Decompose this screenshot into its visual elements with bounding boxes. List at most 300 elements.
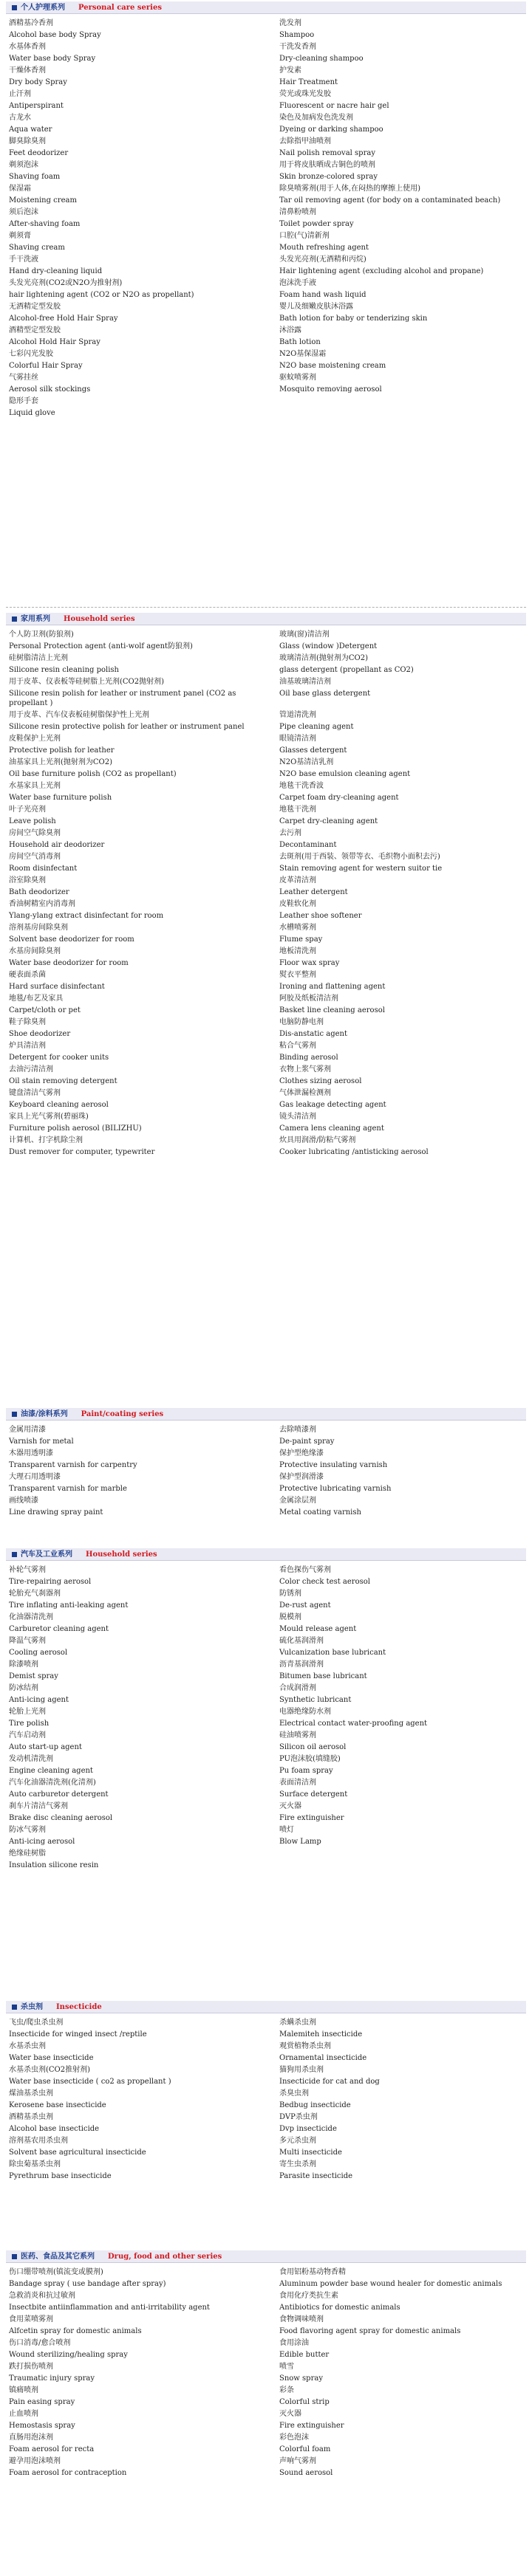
item-right: N2O基清洁乳剂	[279, 758, 334, 766]
item-left: 计算机、打字机除尘剂	[9, 1136, 83, 1144]
item-left: Anti-icing aerosol	[9, 1838, 75, 1846]
item-right: Stain removing agent for western suitor tie	[279, 865, 443, 873]
item-right: Hair Treatment	[279, 78, 338, 86]
item-left: 直肠用泡沫剂	[9, 2434, 53, 2442]
item-right: Toilet powder spray	[279, 220, 354, 228]
item-right: 喷雪	[279, 2363, 294, 2371]
item-left: Demist spray	[9, 1672, 58, 1680]
item-right: Aluminum powder base wound healer for domestic animals	[279, 2280, 502, 2288]
square-bullet-icon	[12, 616, 17, 622]
section-auto-industry	[6, 1548, 526, 1870]
item-left: Detergent for cooker units	[9, 1054, 109, 1062]
section-title-zh: 汽车及工业系列	[21, 1550, 72, 1559]
item-right: 杀臭虫剂	[279, 2089, 309, 2098]
item-left: 避孕用泡沫喷剂	[9, 2457, 61, 2465]
item-left: Water base insecticide	[9, 2054, 94, 2062]
item-right: 去斑剂(用于西装、领带等衣、毛织物小面积去污)	[279, 853, 440, 861]
item-left: 浴室除臭剂	[9, 876, 46, 885]
item-left: 溶剂基农用杀虫剂	[9, 2137, 68, 2145]
item-right: Pu foam spray	[279, 1767, 333, 1775]
item-right: Ornamental insecticide	[279, 2054, 367, 2062]
item-left: Silicone resin protective polish for leather or instrument panel	[9, 723, 245, 731]
section-title-en: Insecticide	[56, 2002, 102, 2011]
item-right: Electrical contact water-proofing agent	[279, 1720, 428, 1728]
item-right: Skin bronze-colored spray	[279, 173, 378, 181]
item-left: Colorful Hair Spray	[9, 362, 83, 370]
item-left: Carburetor cleaning agent	[9, 1625, 109, 1633]
item-left: Kerosene base insecticide	[9, 2101, 106, 2109]
item-right: 驱蚊喷雾剂	[279, 374, 316, 382]
section-header	[6, 2250, 526, 2263]
item-right: 彩条	[279, 2386, 294, 2394]
item-right: Cooker lubricating /antisticking aerosol	[279, 1148, 429, 1156]
item-right: Glasses detergent	[279, 746, 347, 755]
item-left: Alcohol base insecticide	[9, 2125, 100, 2133]
item-right: 玻璃清洁剂(抛射剂为CO2)	[279, 654, 369, 662]
item-right: Clothes sizing aerosol	[279, 1077, 362, 1085]
item-right: Pipe cleaning agent	[279, 723, 354, 731]
item-left: 剃须膏	[9, 232, 31, 240]
item-right: 玻璃(窗)清洁剂	[279, 631, 330, 639]
item-left: Solvent base deodorizer for room	[9, 935, 134, 944]
item-left: 止血喷剂	[9, 2410, 38, 2418]
item-left: 干燥体香剂	[9, 66, 46, 75]
item-left: 水基房间除臭剂	[9, 947, 61, 955]
item-right: 地毯干洗剂	[279, 806, 316, 814]
square-bullet-icon	[12, 5, 17, 10]
square-bullet-icon	[12, 2254, 17, 2259]
item-right: Dvp insecticide	[279, 2125, 337, 2133]
item-right: Bath lotion for baby or tenderizing skin	[279, 315, 428, 323]
item-right: Gas leakage detecting agent	[279, 1101, 386, 1109]
item-left: 伤口绷带喷剂(镇流变或膜剂)	[9, 2268, 103, 2276]
item-left: Traumatic injury spray	[9, 2374, 95, 2383]
item-right: Snow spray	[279, 2374, 323, 2383]
item-left: Feet deodorizer	[9, 149, 69, 157]
item-left: Transparent varnish for carpentry	[9, 1461, 137, 1469]
item-left: 用于皮革、仪表板等硅树脂上光剂(CO2抛射剂)	[9, 678, 165, 686]
item-left: Shaving cream	[9, 244, 65, 252]
item-left: 无酒精定型发胶	[9, 303, 61, 311]
item-left: Hand dry-cleaning liquid	[9, 267, 103, 275]
item-left: Water base furniture polish	[9, 794, 112, 802]
item-left: Foam aerosol for contraception	[9, 2469, 127, 2477]
item-right: 除臭喷雾剂(用于人体,在闷热的摩擦上使用)	[279, 185, 420, 193]
item-right: 硫化基润滑剂	[279, 1637, 324, 1645]
item-left: Oil stain removing detergent	[9, 1077, 117, 1085]
item-right: Synthetic lubricant	[279, 1696, 352, 1704]
item-right: 熨衣平整剂	[279, 971, 316, 979]
item-left: Aqua water	[9, 126, 52, 134]
section-paint-coating	[6, 1408, 526, 1517]
item-left: 水基家具上光剂	[9, 782, 61, 790]
item-left: Antiperspirant	[9, 102, 64, 110]
item-left: Alfcetin spray for domestic animals	[9, 2327, 142, 2335]
item-right: 炊具用润滑/防粘气雾剂	[279, 1136, 356, 1144]
item-left: Insecticide for winged insect /reptile	[9, 2030, 147, 2039]
item-left: 伤口消毒/愈合喷剂	[9, 2339, 71, 2347]
item-left: 古龙水	[9, 114, 31, 122]
item-right: glass detergent (propellant as CO2)	[279, 666, 414, 674]
item-right: 干洗发香剂	[279, 43, 316, 51]
item-right: De-paint spray	[279, 1438, 335, 1446]
item-right: 镜头清洁剂	[279, 1113, 316, 1121]
item-right: 婴儿及细嫩皮肤沐浴露	[279, 303, 353, 311]
item-right: Antibiotics for domestic animals	[279, 2304, 400, 2312]
item-left: 溶剂基房间除臭剂	[9, 924, 68, 932]
item-left: 七彩闪光发胶	[9, 350, 53, 358]
item-left: Dry body Spray	[9, 78, 67, 86]
item-list	[6, 1425, 526, 1517]
item-left: 硅树脂清洁上光剂	[9, 654, 68, 662]
item-left: 保湿霜	[9, 185, 31, 193]
item-right: Bath lotion	[279, 338, 321, 346]
item-right: Nail polish removal spray	[279, 149, 375, 157]
square-bullet-icon	[12, 2005, 17, 2010]
item-right: 表面清洁剂	[279, 1779, 316, 1787]
item-left: Insulation silicone resin	[9, 1861, 99, 1869]
item-right: Flume spay	[279, 935, 323, 944]
item-left: 家具上光气雾剂(碧丽珠)	[9, 1113, 89, 1121]
section-header	[6, 2001, 526, 2013]
item-right: Binding aerosol	[279, 1054, 338, 1062]
item-right: Dry-cleaning shampoo	[279, 55, 364, 63]
item-right: Carpet dry-cleaning agent	[279, 817, 378, 825]
section-title-zh: 医药、食品及其它系列	[21, 2252, 95, 2261]
item-right: Foam hand wash liquid	[279, 291, 366, 299]
divider	[6, 607, 526, 608]
item-left: 剃须泡沫	[9, 161, 38, 169]
item-left: 防冰结剂	[9, 1684, 38, 1692]
item-right: 看色探伤气雾剂	[279, 1566, 331, 1574]
item-left: 水基杀虫剂	[9, 2042, 46, 2050]
section-drug-food-other	[6, 2250, 526, 2478]
section-header	[6, 1408, 526, 1421]
item-right: Silicon oil aerosol	[279, 1743, 347, 1751]
item-left: Carpet/cloth or pet	[9, 1006, 81, 1014]
section-header	[6, 613, 526, 625]
item-right: 用于将皮肤晒成古铜色的喷剂	[279, 161, 375, 169]
item-left: 轮胎充气刹器剂	[9, 1590, 61, 1598]
section-header	[6, 1548, 526, 1561]
section-title-en: Personal care series	[78, 3, 162, 12]
item-right: 声响气雾剂	[279, 2457, 316, 2465]
item-right: 染色及加病发色洗发剂	[279, 114, 353, 122]
item-right: N2O基保湿霜	[279, 350, 327, 358]
item-left: 个人防卫剂(防狼剂)	[9, 631, 74, 639]
item-right: 寄生虫杀剂	[279, 2160, 316, 2168]
item-left: Bath deodorizer	[9, 888, 69, 896]
section-title-en: Paint/coating series	[81, 1409, 164, 1418]
item-right: 水槽喷雾剂	[279, 924, 316, 932]
item-right: 食用铝粉基动物香精	[279, 2268, 346, 2276]
item-right: PU泡沫胶(填缝胶)	[279, 1755, 341, 1763]
item-right: Colorful strip	[279, 2398, 330, 2406]
item-left: 金属用清漆	[9, 1426, 46, 1434]
item-right: 阿胶及纸板清洁剂	[279, 995, 338, 1003]
item-left: 叶子光亮剂	[9, 806, 46, 814]
item-right: 电脑防静电剂	[279, 1018, 324, 1026]
item-right: 沐浴露	[279, 326, 301, 334]
section-title-zh: 家用系列	[21, 614, 50, 623]
item-left: Foam aerosol for recta	[9, 2445, 95, 2453]
item-left: 水基杀虫剂(CO2推射剂)	[9, 2066, 91, 2074]
item-left: 化油器清洗剂	[9, 1613, 53, 1621]
item-left: Line drawing spray paint	[9, 1508, 103, 1517]
item-left: Water base insecticide ( co2 as propellant )	[9, 2078, 171, 2086]
item-left: Silicone resin cleaning polish	[9, 666, 119, 674]
section-insecticide	[6, 2001, 526, 2181]
item-right: 气体泄漏检测剂	[279, 1089, 331, 1097]
item-right: 皮鞋软化剂	[279, 900, 316, 908]
section-title-zh: 油漆/涂料系列	[21, 1409, 68, 1418]
item-left: 硬表面杀菌	[9, 971, 46, 979]
item-left: Brake disc cleaning aerosol	[9, 1814, 113, 1822]
item-right: 衣物上浆气雾剂	[279, 1065, 331, 1074]
item-right: 管道清洗剂	[279, 711, 316, 719]
item-left: Leave polish	[9, 817, 56, 825]
section-title-en: Household series	[64, 614, 135, 623]
item-right: 喷灯	[279, 1826, 294, 1834]
item-right: Camera lens cleaning agent	[279, 1124, 384, 1133]
item-right: Color check test aerosol	[279, 1578, 370, 1586]
item-right: 多元杀虫剂	[279, 2137, 316, 2145]
section-title-en: Drug, food and other series	[108, 2252, 222, 2261]
item-right: 头发光亮剂(无酒精和丙烷)	[279, 255, 366, 264]
item-right: Parasite insecticide	[279, 2172, 353, 2180]
item-right: Fluorescent or nacre hair gel	[279, 102, 389, 110]
item-left: 汽车启动剂	[9, 1731, 46, 1739]
item-right: 脱模剂	[279, 1613, 301, 1621]
item-left: 煤油基杀虫剂	[9, 2089, 53, 2098]
item-right: Fire extinguisher	[279, 2422, 344, 2430]
section-household	[6, 613, 526, 1157]
item-right: 去污剂	[279, 829, 301, 837]
item-left: Liquid glove	[9, 409, 55, 417]
item-right: 地毯干洗香波	[279, 782, 324, 790]
item-left: 食用菜喷雾剂	[9, 2315, 53, 2323]
item-right: Fire extinguisher	[279, 1814, 344, 1822]
item-left: Tire polish	[9, 1720, 50, 1728]
item-right: 彩色泡沫	[279, 2434, 309, 2442]
item-left: 房间空气除臭剂	[9, 829, 61, 837]
item-right: Leather detergent	[279, 888, 348, 896]
item-left: Auto carburetor detergent	[9, 1790, 109, 1799]
item-left: Ylang-ylang extract disinfectant for room	[9, 912, 164, 920]
item-left: 须后泡沫	[9, 208, 38, 216]
section-title-zh: 杀虫剂	[21, 2002, 43, 2011]
item-right: 皮革清洁剂	[279, 876, 316, 885]
item-right: Mouth refreshing agent	[279, 244, 369, 252]
item-left: 气雾挂丝	[9, 374, 38, 382]
item-left: Transparent varnish for marble	[9, 1485, 127, 1493]
item-right: Dis-anstatic agent	[279, 1030, 347, 1038]
item-left: 炉具清洁剂	[9, 1042, 46, 1050]
item-list	[6, 18, 526, 418]
item-right: 杀螨杀虫剂	[279, 2019, 316, 2027]
item-right: Floor wax spray	[279, 959, 340, 967]
item-right: Dyeing or darking shampoo	[279, 126, 383, 134]
item-right: 电器绝缘防水剂	[279, 1708, 331, 1716]
item-right	[276, 408, 526, 418]
item-right: N2O base emulsion cleaning agent	[279, 770, 411, 778]
item-left: Alcohol-free Hold Hair Spray	[9, 315, 118, 323]
item-right: Colorful foam	[279, 2445, 331, 2453]
item-left: Bandage spray ( use bandage after spray)	[9, 2280, 166, 2288]
item-right: N2O base moistening cream	[279, 362, 386, 370]
item-right: Vulcanization base lubricant	[279, 1649, 386, 1657]
item-left: Protective polish for leather	[9, 746, 115, 755]
item-left: Pyrethrum base insecticide	[9, 2172, 112, 2180]
item-right: 防锈剂	[279, 1590, 301, 1598]
item-left: Hard surface disinfectant	[9, 983, 105, 991]
item-left: 急救消炎和抗过敏剂	[9, 2292, 75, 2300]
item-left: 隐形手套	[9, 397, 38, 405]
item-right: Basket line cleaning aerosol	[279, 1006, 385, 1014]
item-left: 油基家具上光剂(抛射剂为CO2)	[9, 758, 113, 766]
item-left: 酒精型定型发胶	[9, 326, 61, 334]
item-right: Oil base glass detergent	[279, 690, 371, 698]
item-left: 大理石用透明漆	[9, 1473, 61, 1481]
item-left: 降温气雾剂	[9, 1637, 46, 1645]
item-right: Protective lubricating varnish	[279, 1485, 392, 1493]
item-right: 沥青基润滑剂	[279, 1660, 324, 1669]
item-right: 荧光或珠光发胶	[279, 90, 331, 98]
item-right: Shampoo	[279, 31, 315, 39]
item-left: Aerosol silk stockings	[9, 385, 91, 394]
item-left: 香油树精室内消毒剂	[9, 900, 75, 908]
item-left: Furniture polish aerosol (BILIZHU)	[9, 1124, 142, 1133]
item-right: Insecticide for cat and dog	[279, 2078, 380, 2086]
item-list	[6, 630, 526, 1157]
item-left: Water base body Spray	[9, 55, 96, 63]
item-right: Decontaminant	[279, 841, 337, 849]
item-left: 除漆喷剂	[9, 1660, 38, 1669]
item-right: Bedbug insecticide	[279, 2101, 351, 2109]
item-right: Mosquito removing aerosol	[279, 385, 382, 394]
item-right: Mould release agent	[279, 1625, 357, 1633]
item-left: 手干洗液	[9, 255, 38, 264]
item-right: 口腔(气)清新剂	[279, 232, 330, 240]
item-right: Leather shoe softener	[279, 912, 362, 920]
item-left: Shoe deodorizer	[9, 1030, 71, 1038]
item-right: Food flavoring agent spray for domestic animals	[279, 2327, 461, 2335]
item-left: 鞋子除臭剂	[9, 1018, 46, 1026]
item-left: Silicone resin polish for leather or instrument panel (CO2 as propellant )	[9, 690, 236, 707]
item-right: De-rust agent	[279, 1601, 331, 1610]
item-left: Auto start-up agent	[9, 1743, 82, 1751]
item-right: 眼镜清洁剂	[279, 735, 316, 743]
item-right: Edible butter	[279, 2351, 330, 2359]
item-left: 用于皮革、汽车仪表板硅树脂保护性上光剂	[9, 711, 149, 719]
item-right: 护发素	[279, 66, 301, 75]
item-left: Alcohol Hold Hair Spray	[9, 338, 100, 346]
item-left: 轮胎上光剂	[9, 1708, 46, 1716]
item-left: Solvent base agricultural insecticide	[9, 2149, 146, 2157]
item-left: 酒精基冷香剂	[9, 19, 53, 27]
item-left: 酒精基杀虫剂	[9, 2113, 53, 2121]
item-left: Varnish for metal	[9, 1438, 74, 1446]
item-right: 保护型润滑漆	[279, 1473, 324, 1481]
item-left: Moistening cream	[9, 196, 77, 205]
item-left: 发动机清洗剂	[9, 1755, 53, 1763]
item-right	[276, 1861, 526, 1870]
item-left: 镇痛喷剂	[9, 2386, 38, 2394]
item-left: 绝缘硅树脂	[9, 1849, 46, 1858]
item-right: 灭火器	[279, 2410, 301, 2418]
item-left: Wound sterilizing/healing spray	[9, 2351, 128, 2359]
item-left: Personal Protection agent (anti-wolf agent防狼剂)	[9, 642, 193, 650]
item-left: 皮鞋保护上光剂	[9, 735, 61, 743]
item-right: Hair lightening agent (excluding alcohol and propane)	[279, 267, 484, 275]
item-right: 灭火器	[279, 1802, 301, 1810]
item-left: Tire inflating anti-leaking agent	[9, 1601, 129, 1610]
section-title-zh: 个人护理系列	[21, 3, 65, 12]
item-right: Carpet foam dry-cleaning agent	[279, 794, 399, 802]
item-right: Sound aerosol	[279, 2469, 333, 2477]
section-header	[6, 1, 526, 14]
item-left: Anti-icing agent	[9, 1696, 69, 1704]
item-right: 保护型绝缘漆	[279, 1449, 324, 1457]
item-right: 食用化疗类抗生素	[279, 2292, 338, 2300]
item-left: 键盘清洁气雾剂	[9, 1089, 61, 1097]
item-right: 食物调味喷剂	[279, 2315, 324, 2323]
item-left: 刹车片清洁气雾剂	[9, 1802, 68, 1810]
item-list	[6, 1565, 526, 1870]
item-right: 硅油喷雾剂	[279, 1731, 316, 1739]
item-right: Surface detergent	[279, 1790, 348, 1799]
item-left: Keyboard cleaning aerosol	[9, 1101, 109, 1109]
item-right: 油基玻璃清洁剂	[279, 678, 331, 686]
item-right: Bitumen base lubricant	[279, 1672, 367, 1680]
item-left: 除虫菊基杀虫剂	[9, 2160, 61, 2168]
item-left: 头发光亮剂(CO2或N2O为推射剂)	[9, 279, 123, 287]
item-right: 粘合气雾剂	[279, 1042, 316, 1050]
item-left: After-shaving foam	[9, 220, 81, 228]
item-left: Tire-repairing aerosol	[9, 1578, 92, 1586]
item-left: Hemostasis spray	[9, 2422, 75, 2430]
item-right: Blow Lamp	[279, 1838, 321, 1846]
item-right: 洗发剂	[279, 19, 301, 27]
section-title-en: Household series	[86, 1550, 157, 1559]
item-left: 防冰气雾剂	[9, 1826, 46, 1834]
item-left: Oil base furniture polish (CO2 as propellant)	[9, 770, 177, 778]
item-right: Protective insulating varnish	[279, 1461, 388, 1469]
item-left: 水基体香剂	[9, 43, 46, 51]
item-left: Room disinfectant	[9, 865, 78, 873]
item-left: 跌打损伤喷剂	[9, 2363, 53, 2371]
item-left: Shaving foam	[9, 173, 61, 181]
square-bullet-icon	[12, 1552, 17, 1557]
item-right: 观赏植物杀虫剂	[279, 2042, 331, 2050]
square-bullet-icon	[12, 1412, 17, 1417]
item-right: 去除指甲油喷剂	[279, 137, 331, 145]
item-right	[276, 396, 526, 406]
item-right: Malemiteh insecticide	[279, 2030, 363, 2039]
item-left: 画线喷漆	[9, 1497, 38, 1505]
item-left: 止汗剂	[9, 90, 31, 98]
item-right: Ironing and flattening agent	[279, 983, 386, 991]
item-right: Metal coating varnish	[279, 1508, 361, 1517]
item-left: Water base deodorizer for room	[9, 959, 129, 967]
item-left: 去油污清洁剂	[9, 1065, 53, 1074]
item-right	[276, 1849, 526, 1858]
item-left: 补轮气雾剂	[9, 1566, 46, 1574]
item-right: 去除喷漆剂	[279, 1426, 316, 1434]
item-list	[6, 2018, 526, 2181]
item-left: 脚臭除臭剂	[9, 137, 46, 145]
item-left: 飞虫/爬虫杀虫剂	[9, 2019, 64, 2027]
